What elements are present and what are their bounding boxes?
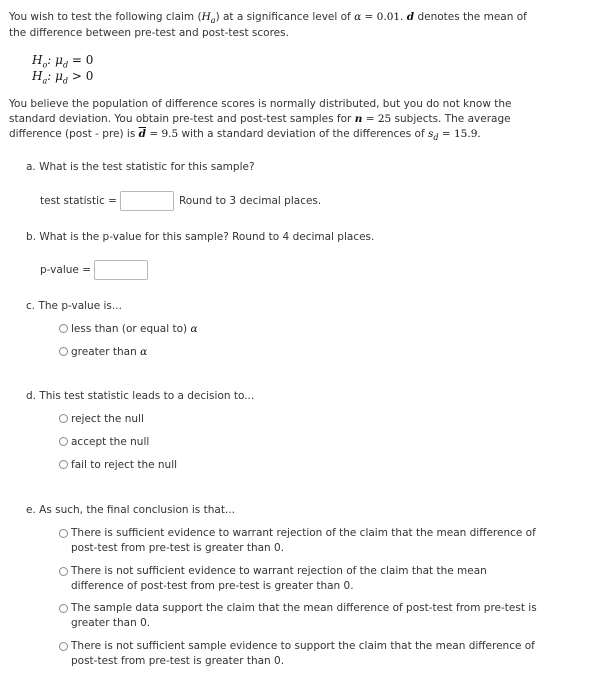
scenario-line-2 [9, 112, 511, 127]
sd-symbol: s [428, 128, 434, 140]
option-reject-null[interactable] [59, 412, 144, 427]
h0-value: = 0 [68, 53, 94, 67]
option-label-line: post-test from pre-test is greater than 0. [71, 655, 285, 667]
option-label: fail to reject the null [71, 459, 178, 471]
radio-icon[interactable] [59, 437, 68, 446]
d-bar-value: = 9.5 [149, 128, 179, 140]
ha-mu-sub: d [62, 76, 69, 86]
part-d-question: d. This test statistic leads to a decision to... [26, 390, 255, 402]
alpha-symbol: α [354, 11, 362, 23]
n-value: = 25 [365, 113, 392, 125]
option-label-line: There is not sufficient evidence to warrant rejection of the claim that the mean [71, 565, 487, 577]
intro-text: You wish to test the following claim ( [9, 11, 202, 23]
ha-value: > 0 [68, 69, 94, 83]
part-b-question: b. What is the p-value for this sample? Round to 4 decimal places. [26, 231, 375, 243]
option-label-line: The sample data support the claim that the mean difference of post-test from pre-test is [71, 602, 537, 614]
ha-sub: a [42, 76, 48, 86]
option-label-line: There is sufficient evidence to warrant rejection of the claim that the mean difference of [71, 527, 536, 539]
n-symbol: n [354, 113, 363, 125]
ha-letter: H [32, 69, 43, 83]
radio-icon[interactable] [59, 604, 68, 613]
conclusion-option-2[interactable] [59, 564, 604, 594]
radio-icon[interactable] [59, 460, 68, 469]
d-bar-symbol: $\overline{d}$ [138, 128, 147, 140]
part-e-question: e. As such, the final conclusion is that... [26, 504, 235, 516]
scenario-text: standard deviation. You obtain pre-test and post-test samples for [9, 113, 352, 125]
intro-text: ) at a significance level of [215, 11, 351, 23]
radio-icon[interactable] [59, 642, 68, 651]
p-value-label: p-value = [40, 264, 91, 276]
claim-symbol: $H_a$ [201, 11, 216, 26]
p-value-input[interactable] [94, 260, 148, 280]
sd-sub: d [433, 133, 439, 143]
p-value-row [40, 260, 148, 280]
d-symbol: d [406, 11, 415, 23]
conclusion-option-4[interactable] [59, 639, 604, 669]
option-text [71, 601, 537, 631]
h0-sub: o [42, 60, 48, 70]
option-accept-null[interactable] [59, 435, 149, 450]
h0-letter: H [32, 53, 43, 67]
radio-icon[interactable] [59, 529, 68, 538]
alpha-symbol: α [140, 346, 148, 358]
scenario-text: difference (post - pre) is [9, 128, 136, 140]
part-a-question: a. What is the test statistic for this sample? [26, 161, 255, 173]
option-label-line: difference of post-test from pre-test is greater than 0. [71, 580, 354, 592]
ha-mu: : μ [47, 69, 63, 83]
scenario-text: subjects. The average [394, 113, 511, 125]
option-label: less than (or equal to) [71, 323, 188, 335]
scenario-line-1: You believe the population of difference scores is normally distributed, but you do not know the [9, 98, 512, 110]
sd-value: = 15.9. [441, 128, 481, 140]
h0-mu: : μ [47, 53, 63, 67]
radio-icon[interactable] [59, 414, 68, 423]
intro-line-2: the difference between pre-test and post-test scores. [9, 27, 289, 39]
option-fail-to-reject-null[interactable] [59, 458, 177, 473]
test-statistic-row [40, 191, 321, 211]
radio-icon[interactable] [59, 567, 68, 576]
scenario-text: with a standard deviation of the differences of [181, 128, 425, 140]
test-statistic-hint: Round to 3 decimal places. [178, 195, 322, 207]
alt-hypothesis [32, 68, 93, 89]
option-label: reject the null [71, 413, 144, 425]
conclusion-option-1[interactable] [59, 526, 604, 556]
test-statistic-input[interactable] [120, 191, 174, 211]
option-text [71, 639, 535, 669]
test-statistic-label: test statistic = [40, 195, 117, 207]
option-label-line: greater than 0. [71, 617, 151, 629]
option-label-line: There is not sufficient sample evidence to support the claim that the mean difference of [71, 640, 535, 652]
conclusion-option-3[interactable] [59, 601, 604, 631]
alpha-value: = 0.01. [364, 11, 404, 23]
option-text [71, 564, 487, 594]
intro-text: denotes the mean of [417, 11, 527, 23]
h0-mu-sub: d [62, 60, 69, 70]
option-greater-than-alpha[interactable] [59, 345, 147, 360]
part-c-question: c. The p-value is... [26, 300, 122, 312]
scenario-line-3 [9, 127, 481, 145]
radio-icon[interactable] [59, 347, 68, 356]
option-label: accept the null [71, 436, 150, 448]
option-text [71, 526, 536, 556]
option-less-than-alpha[interactable] [59, 322, 198, 337]
alpha-symbol: α [190, 323, 198, 335]
radio-icon[interactable] [59, 324, 68, 333]
option-label-line: post-test from pre-test is greater than 0. [71, 542, 285, 554]
option-label: greater than [71, 346, 137, 358]
